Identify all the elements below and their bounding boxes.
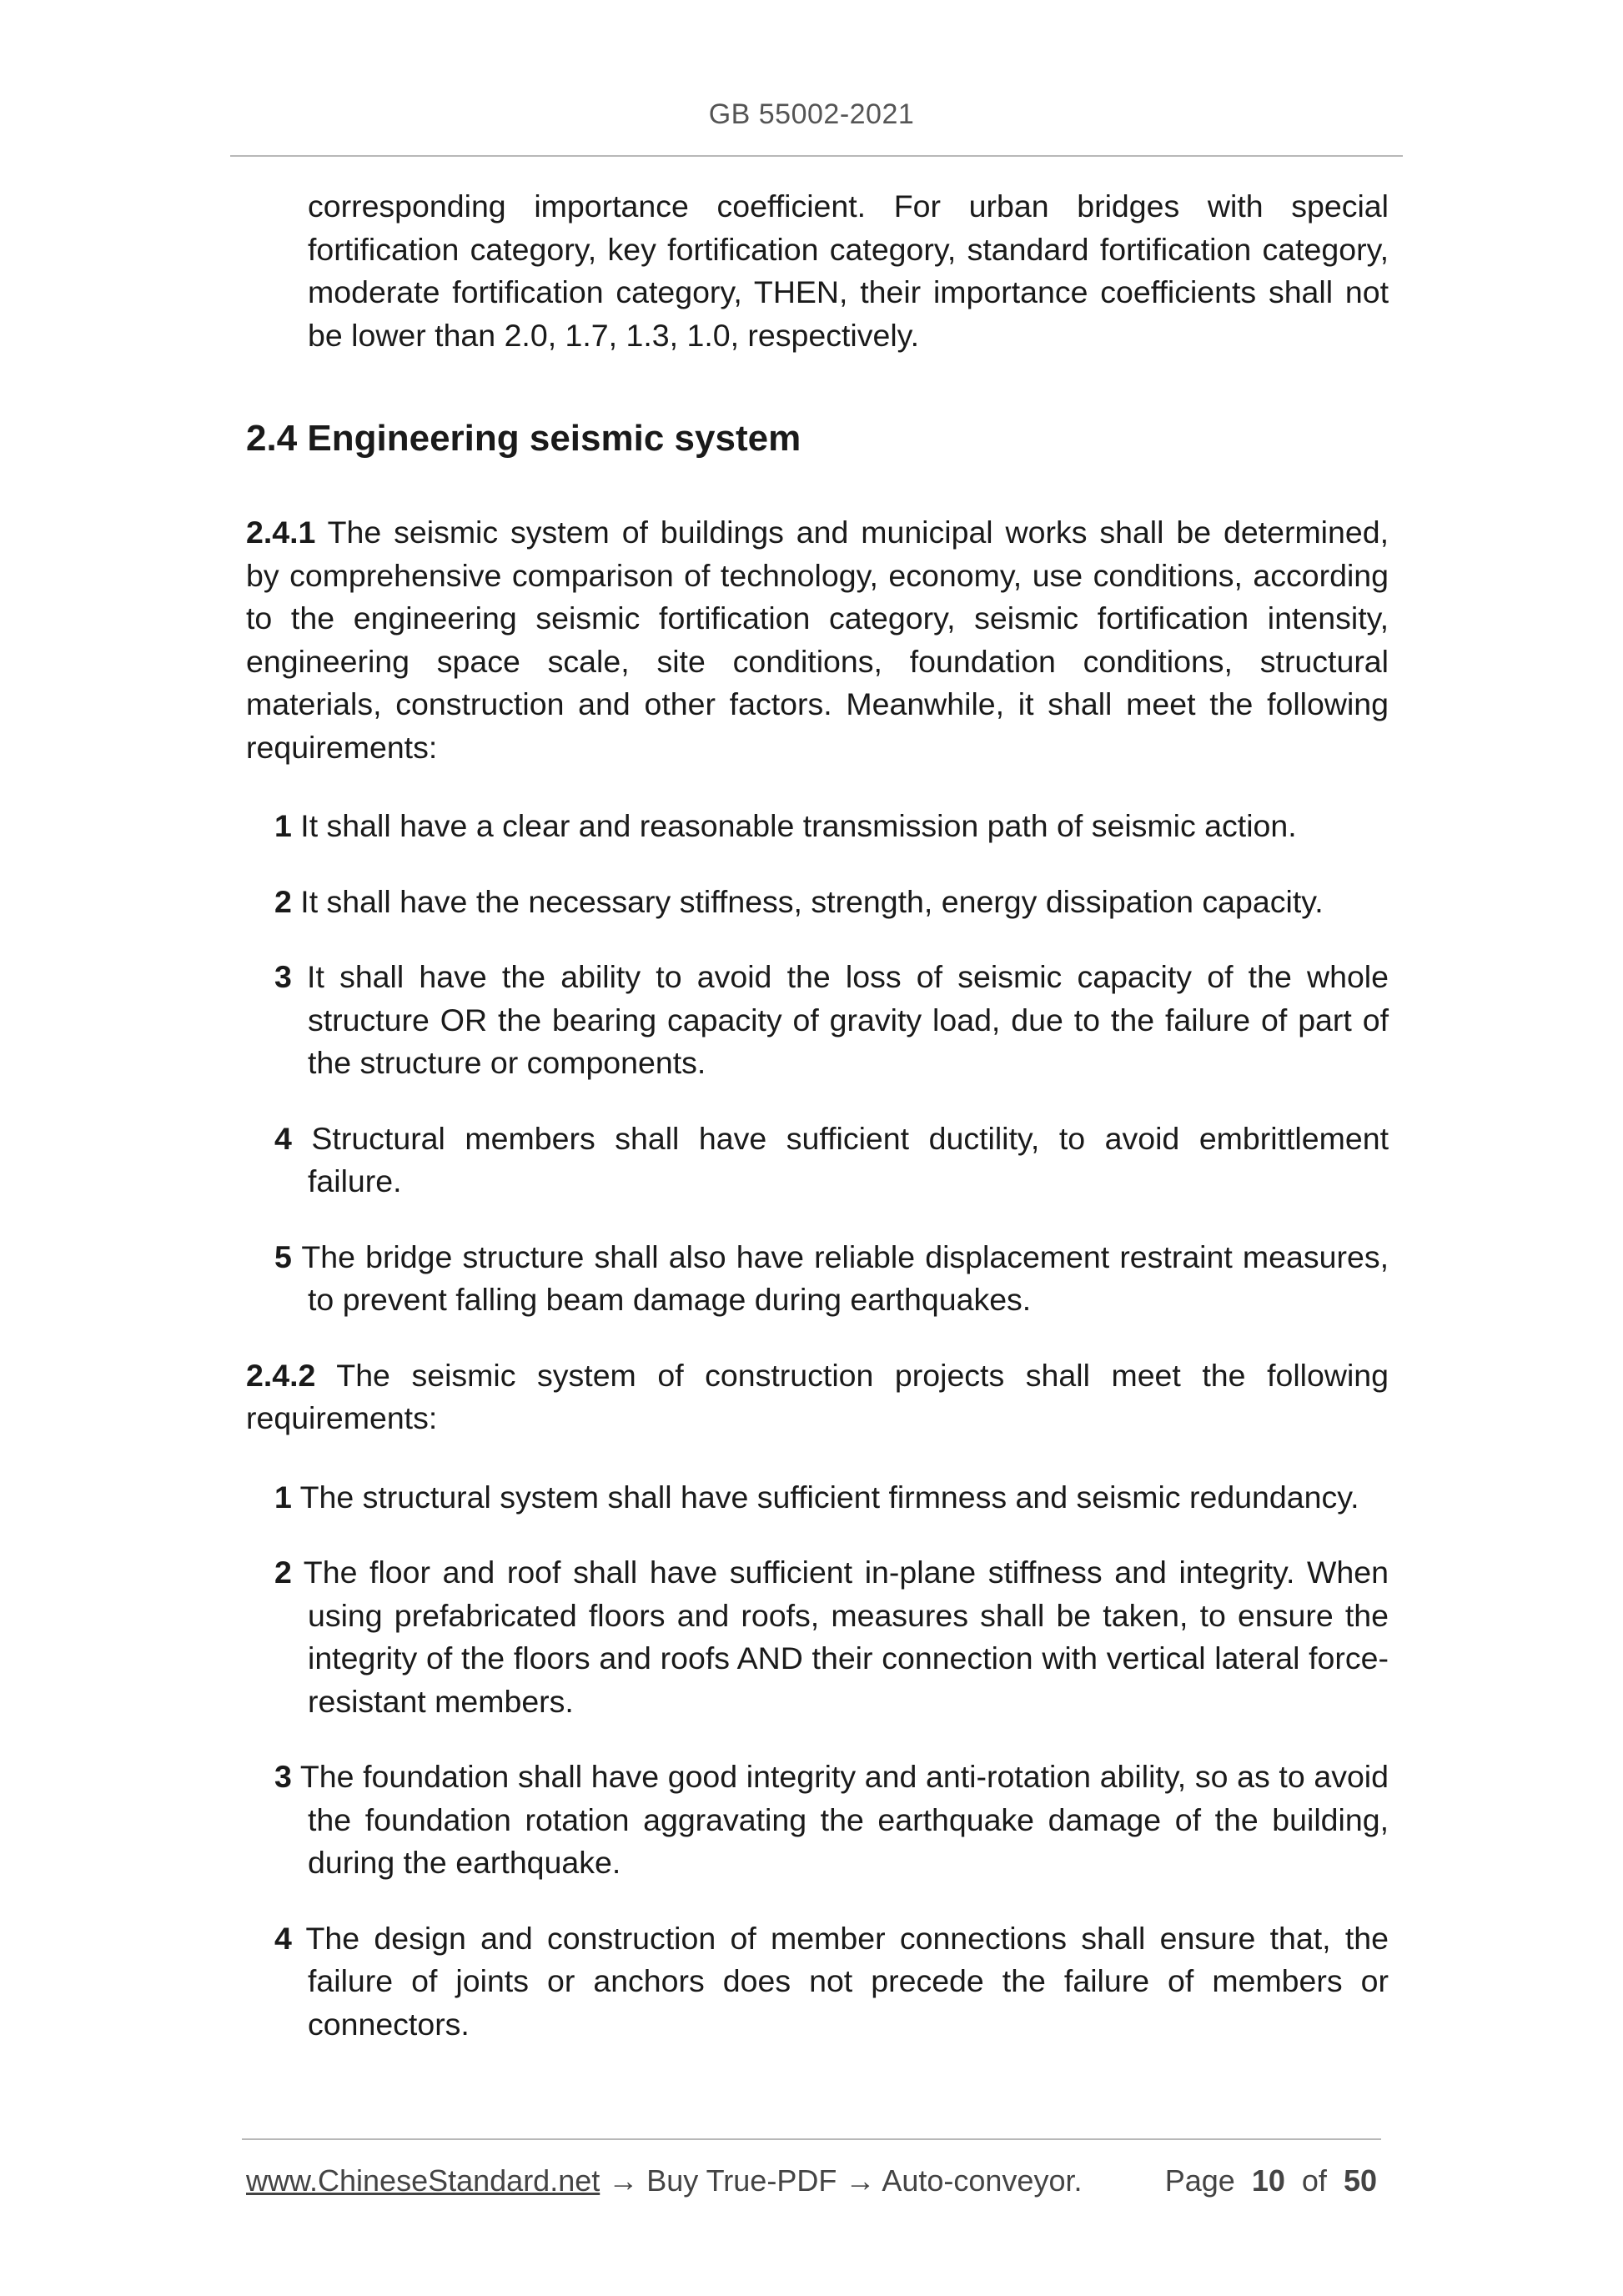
requirement-item <box>246 1236 1389 1322</box>
page-footer <box>246 2163 1377 2198</box>
footer-divider <box>242 2138 1381 2140</box>
item-text: Structural members shall have sufficient ductility, to avoid embrittlement failure. <box>291 1120 1389 1198</box>
item-number: 2 <box>274 1555 292 1590</box>
requirement-item <box>246 1917 1389 2047</box>
footer-tagline: → Buy True-PDF → Auto-conveyor. <box>600 2163 1083 2198</box>
page-indicator <box>1165 2163 1377 2198</box>
item-number: 3 <box>274 1759 292 1794</box>
requirement-item <box>246 1476 1389 1520</box>
item-number: 5 <box>274 1238 292 1274</box>
item-text: The floor and roof shall have sufficient in-plane stiffness and integrity. When using prefabricated floors and roofs, measures shall be taken, to ensure the integrity of the floors and roofs AND their connection with vertical lateral force-resistant members. <box>291 1555 1389 1719</box>
requirement-item <box>246 1118 1389 1203</box>
clause-number: 2.4.2 <box>246 1357 316 1393</box>
item-number: 1 <box>274 1479 292 1515</box>
site-link[interactable]: www.ChineseStandard.net <box>246 2163 600 2198</box>
page-body <box>246 185 1389 2078</box>
clause-text: The seismic system of buildings and municipal works shall be determined, by comprehensive comparison of technology, economy, use conditions, according to the engineering seismic fortification category, seismic fortification intensity, engineering space scale, site conditions, foundation conditions, structural materials, construction and other factors. Meanwhile, it shall meet the following requirements: <box>246 515 1389 765</box>
page-current: 10 <box>1251 2163 1285 2198</box>
item-number: 2 <box>274 883 292 919</box>
section-heading: 2.4 Engineering seismic system <box>246 418 801 459</box>
item-number: 3 <box>274 959 292 994</box>
clause-2-4-2 <box>246 1354 1389 1440</box>
item-text: It shall have the necessary stiffness, strength, energy dissipation capacity. <box>291 883 1324 919</box>
requirement-item <box>246 1551 1389 1723</box>
requirement-item <box>246 956 1389 1085</box>
requirement-item <box>246 881 1389 924</box>
item-number: 4 <box>274 1120 292 1156</box>
page-total: 50 <box>1343 2163 1377 2198</box>
clause-2-4-1 <box>246 511 1389 769</box>
clause-number: 2.4.1 <box>246 515 316 550</box>
header-divider <box>230 155 1403 157</box>
item-number: 1 <box>274 808 292 843</box>
item-text: It shall have a clear and reasonable transmission path of seismic action. <box>291 808 1297 843</box>
page-header-doc-id: GB 55002-2021 <box>708 98 915 130</box>
item-number: 4 <box>274 1920 292 1956</box>
item-text: The design and construction of member connections shall ensure that, the failure of joints or anchors does not precede the failure of members or connectors. <box>291 1920 1389 2042</box>
clause-text: The seismic system of construction projects shall meet the following requirements: <box>246 1357 1389 1435</box>
of-label: of <box>1301 2163 1327 2198</box>
requirement-item <box>246 1756 1389 1885</box>
item-text: The foundation shall have good integrity and anti-rotation ability, so as to avoid the foundation rotation aggravating the earthquake damage of the building, during the earthquake. <box>291 1759 1389 1880</box>
item-text: It shall have the ability to avoid the loss of seismic capacity of the whole structure OR the bearing capacity of gravity load, due to the failure of part of the structure or components. <box>291 959 1389 1080</box>
requirement-item <box>246 805 1389 848</box>
page-label: Page <box>1164 2163 1235 2198</box>
item-text: The bridge structure shall also have reliable displacement restraint measures, to prevent falling beam damage during earthquakes. <box>291 1238 1389 1317</box>
item-text: The structural system shall have sufficient firmness and seismic redundancy. <box>291 1479 1359 1515</box>
continuation-paragraph: corresponding importance coefficient. For urban bridges with special fortification category, key fortification category, standard fortification category, moderate fortification category, THEN, their importance coefficients shall not be lower than 2.0, 1.7, 1.3, 1.0, respectively. <box>308 188 1389 353</box>
